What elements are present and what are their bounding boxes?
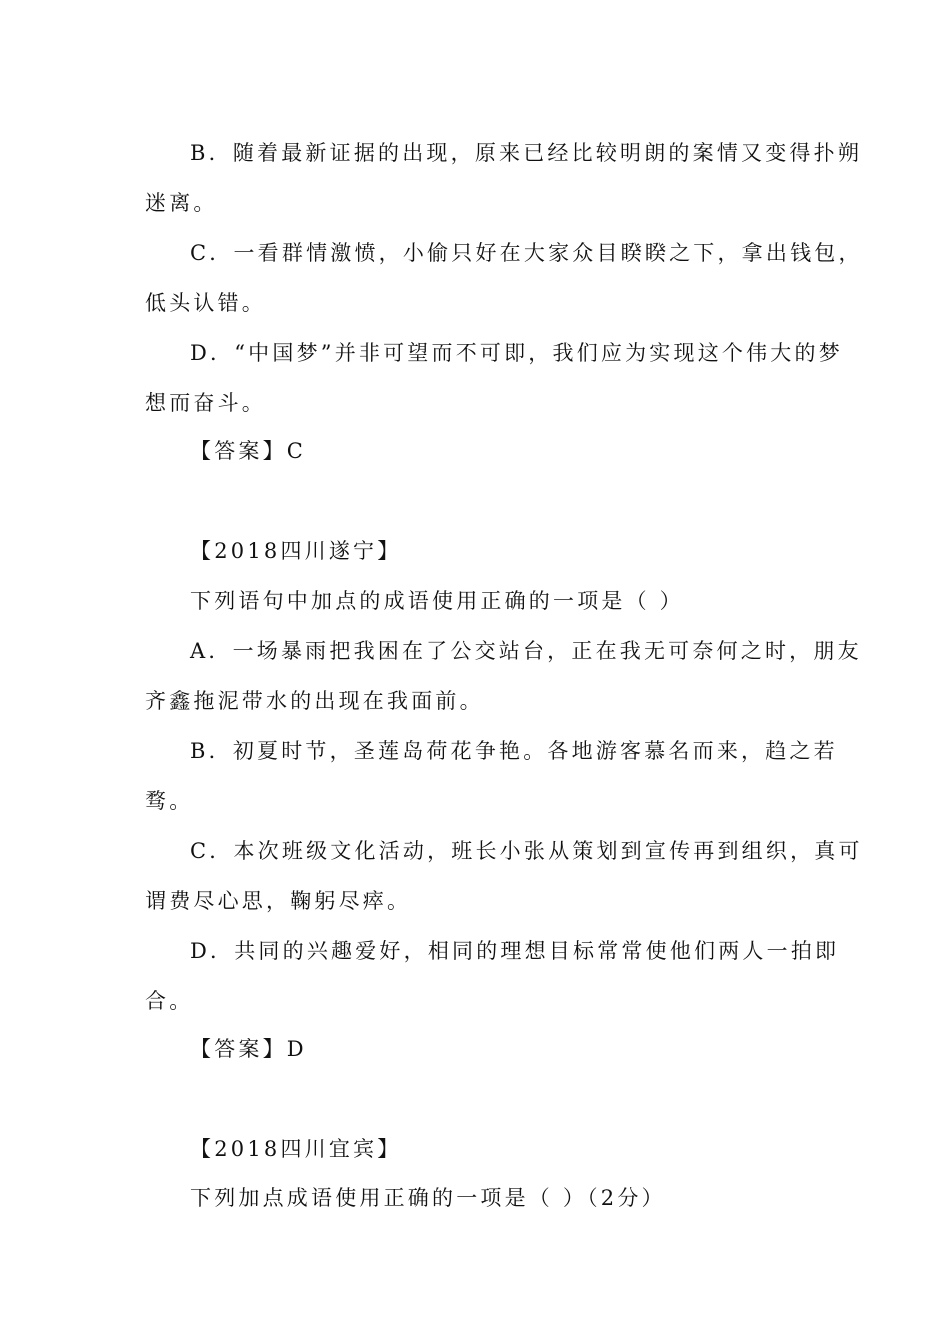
q2-option-d-line2: 合。 (145, 989, 194, 1013)
q3-source-header: 【2018四川宜宾】 (190, 1137, 402, 1161)
q1-answer: 【答案】C (190, 439, 307, 463)
q2-option-b-line2: 骛。 (145, 789, 194, 813)
q3-stem: 下列加点成语使用正确的一项是（ ）（2分） (190, 1186, 666, 1210)
q2-option-c-line2: 谓费尽心思，鞠躬尽瘁。 (145, 889, 412, 913)
q1-option-c-line2: 低头认错。 (145, 291, 266, 315)
q1-option-c-line1: C．一看群情激愤，小偷只好在大家众目睽睽之下，拿出钱包， (190, 241, 863, 265)
q1-option-b-line1: B．随着最新证据的出现，原来已经比较明朗的案情又变得扑朔 (190, 141, 863, 165)
q2-option-d-line1: D．共同的兴趣爱好，相同的理想目标常常使他们两人一拍即 (190, 939, 840, 963)
q2-option-b-line1: B．初夏时节，圣莲岛荷花争艳。各地游客慕名而来，趋之若 (190, 739, 838, 763)
q2-option-c-line1: C．本次班级文化活动，班长小张从策划到宣传再到组织，真可 (190, 839, 863, 863)
q1-option-b-line2: 迷离。 (145, 191, 218, 215)
q1-option-d-line1: D．“中国梦”并非可望而不可即，我们应为实现这个伟大的梦 (190, 341, 843, 365)
q1-option-d-line2: 想而奋斗。 (145, 391, 266, 415)
q2-option-a-line2: 齐鑫拖泥带水的出现在我面前。 (145, 689, 484, 713)
q2-source-header: 【2018四川遂宁】 (190, 539, 402, 563)
q2-answer: 【答案】D (190, 1037, 307, 1061)
q2-stem: 下列语句中加点的成语使用正确的一项是（ ） (190, 589, 684, 613)
q2-option-a-line1: A．一场暴雨把我困在了公交站台，正在我无可奈何之时，朋友 (190, 639, 862, 663)
